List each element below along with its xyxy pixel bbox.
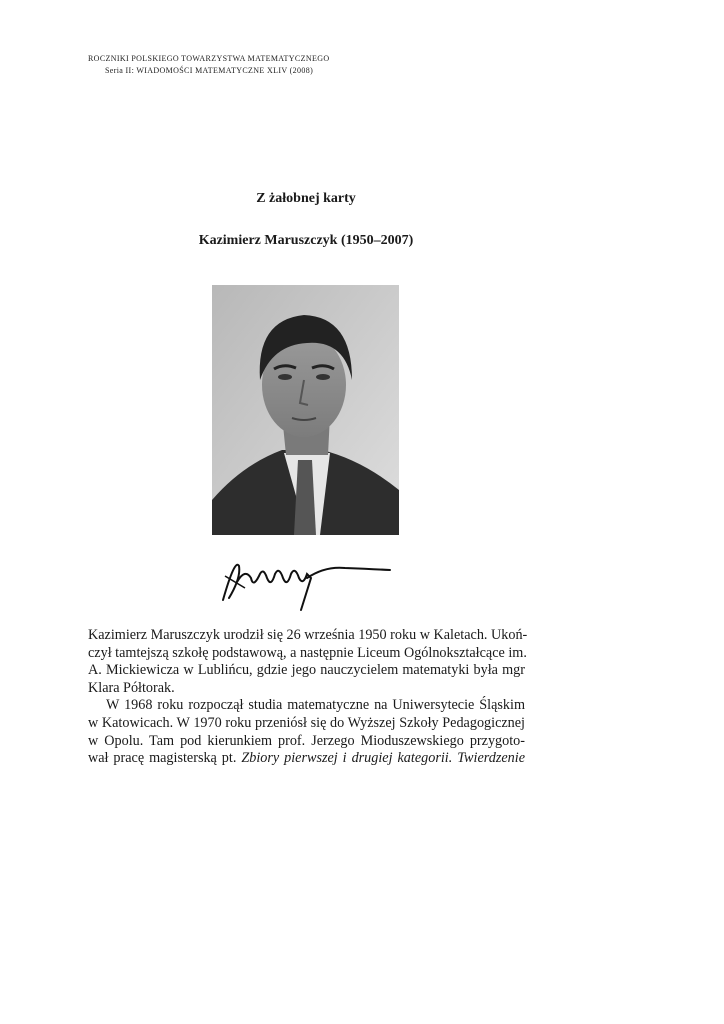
text-line: w Katowicach. W 1970 roku przeniósł się do Wyższej Szkoły Pedagogicznej <box>88 714 525 731</box>
journal-header-line1: ROCZNIKI POLSKIEGO TOWARZYSTWA MATEMATYCZNEGO <box>88 54 330 63</box>
paragraph-1 <box>88 627 528 697</box>
signature <box>215 548 395 618</box>
page-title: Z żałobnej karty <box>256 191 356 206</box>
text-line-prefix: wał pracę magisterską pt. <box>88 750 242 767</box>
text-line <box>88 750 525 768</box>
text-line: A. Mickiewicza w Lublińcu, gdzie jego nauczycielem matematyki była mgr <box>88 662 525 679</box>
paragraph-2 <box>88 697 525 767</box>
text-line: w Opolu. Tam pod kierunkiem prof. Jerzego Mioduszewskiego przygoto- <box>88 732 525 749</box>
text-line: Klara Półtorak. <box>88 679 175 696</box>
text-line: W 1968 roku rozpoczął studia matematyczne na Uniwersytecie Śląskim <box>106 697 525 714</box>
page-subtitle: Kazimierz Maruszczyk (1950–2007) <box>198 233 414 248</box>
text-line: Kazimierz Maruszczyk urodził się 26 września 1950 roku w Kaletach. Ukoń- <box>88 627 528 643</box>
journal-header-line2: Seria II: WIADOMOŚCI MATEMATYCZNE XLIV (2008) <box>105 66 314 75</box>
portrait-photo <box>212 285 399 535</box>
journal-header <box>88 53 329 77</box>
biography-text <box>88 627 528 768</box>
thesis-title: Zbiory pierwszej i drugiej kategorii. Twierdzenie <box>241 750 525 767</box>
text-line: czył tamtejszą szkołę podstawową, a następnie Liceum Ogólnokształcące im. <box>88 644 527 661</box>
